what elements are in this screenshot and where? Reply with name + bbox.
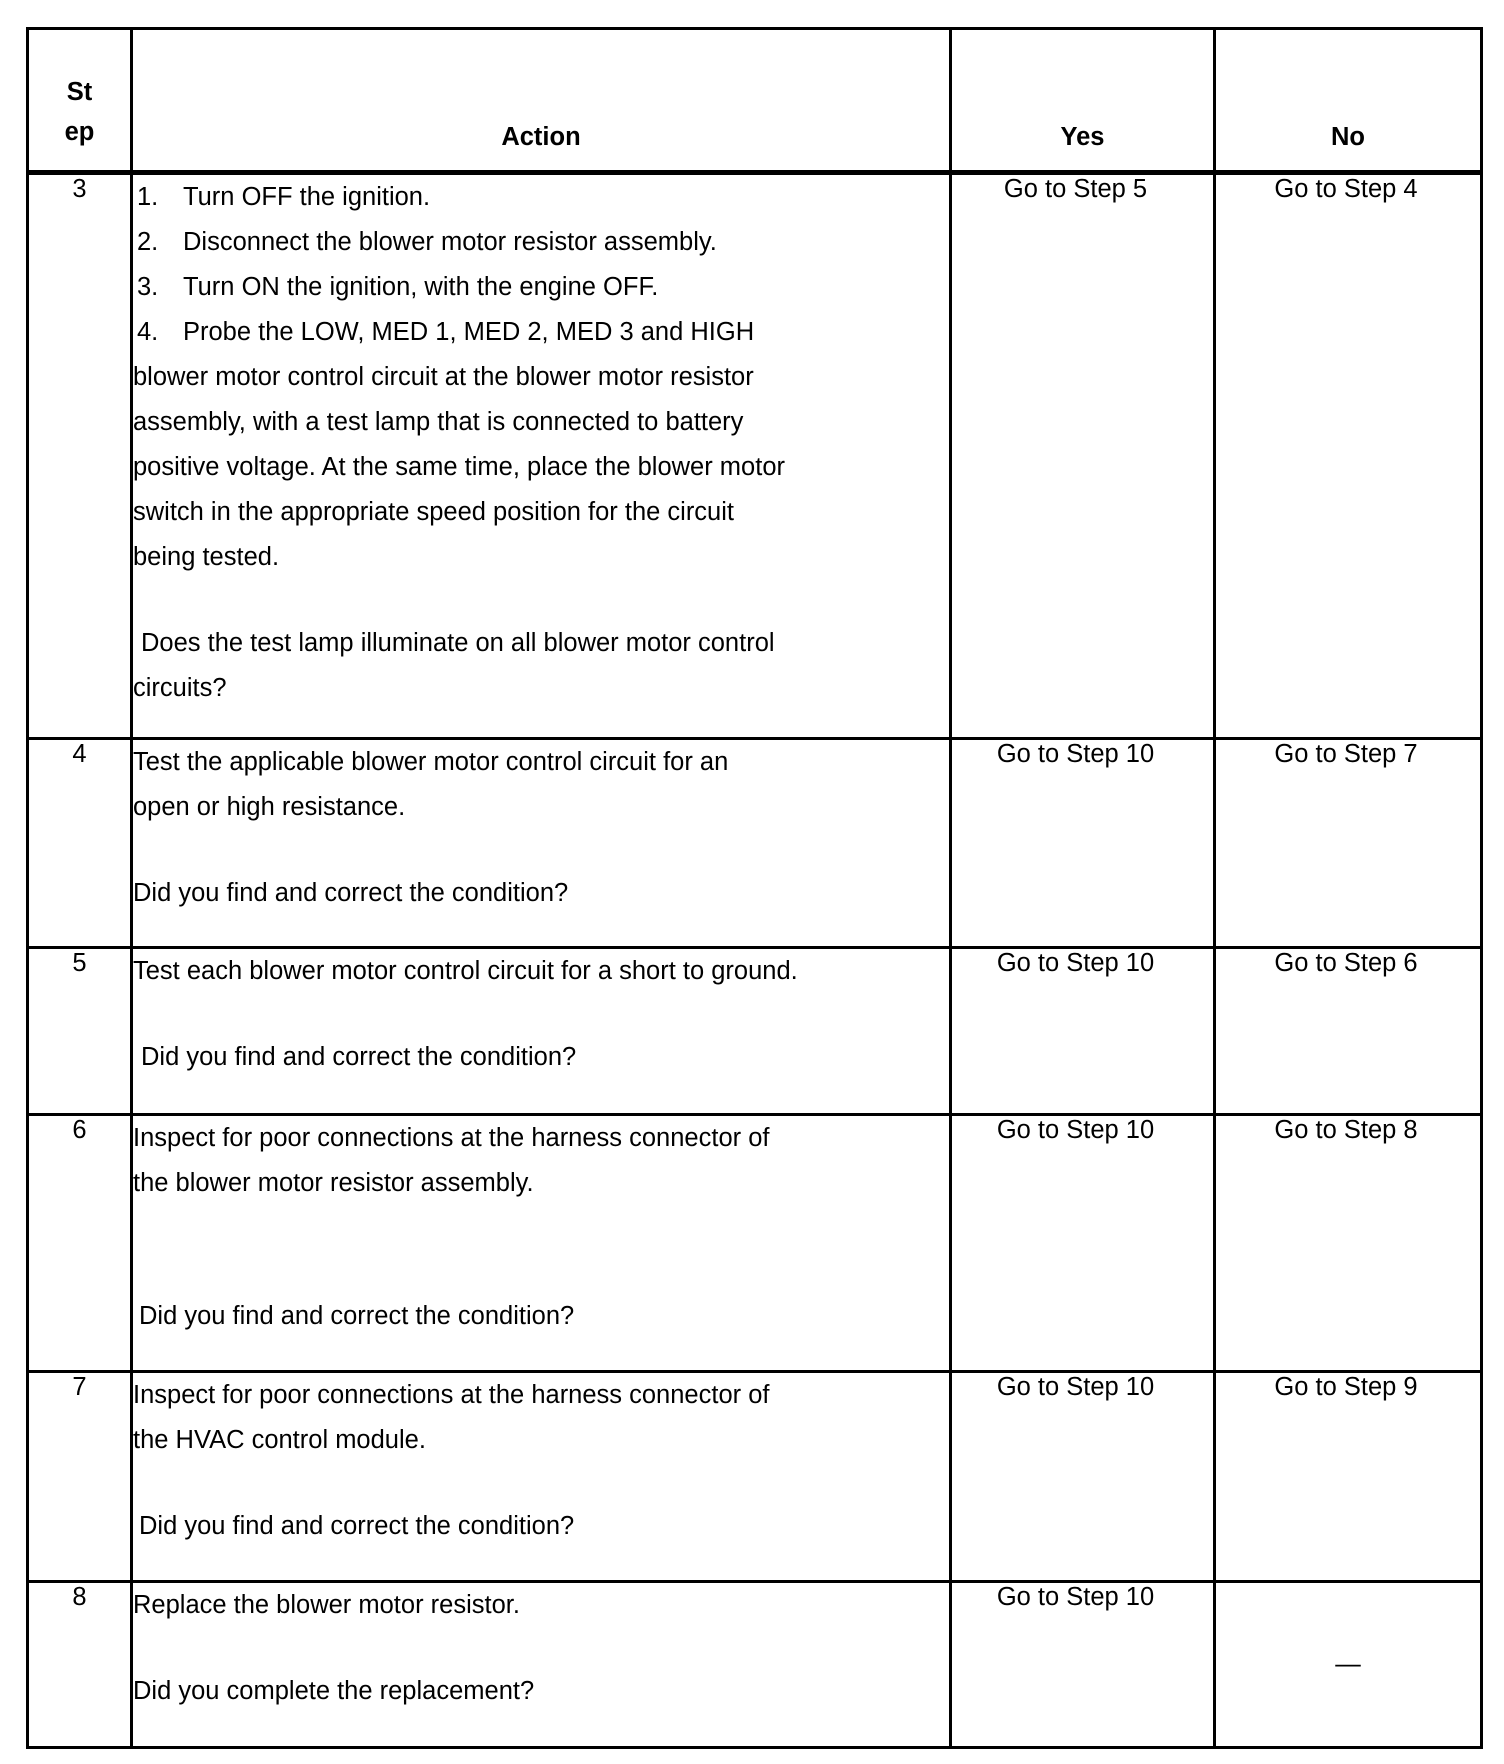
instruction-text: open or high resistance.	[133, 793, 406, 821]
step-header-line2: ep	[64, 118, 95, 146]
instruction-text: the blower motor resistor assembly.	[133, 1169, 534, 1197]
instruction-text: Test each blower motor control circuit for a short to ground.	[133, 957, 798, 985]
numbered-instruction: 2. Disconnect the blower motor resistor assembly.	[137, 228, 717, 256]
question-text: Did you find and correct the condition?	[133, 879, 569, 907]
action-cell	[132, 1582, 951, 1748]
diagnostic-table-frame	[26, 27, 1480, 1749]
instruction-continuation: assembly, with a test lamp that is connected to battery	[133, 408, 744, 436]
dash-placeholder: —	[1335, 1650, 1361, 1678]
table-row	[28, 1115, 1482, 1372]
no-outcome: Go to Step 4	[1215, 173, 1482, 739]
instruction-continuation: switch in the appropriate speed position for the circuit	[133, 498, 734, 526]
no-outcome: Go to Step 9	[1215, 1372, 1482, 1582]
table-row	[28, 173, 1482, 739]
no-outcome: Go to Step 7	[1215, 739, 1482, 948]
numbered-instruction: 3. Turn ON the ignition, with the engine OFF.	[137, 273, 659, 301]
instruction-continuation: blower motor control circuit at the blower motor resistor	[133, 363, 754, 391]
question-text: Did you find and correct the condition?	[139, 1512, 575, 1540]
yes-outcome: Go to Step 10	[951, 1372, 1215, 1582]
instruction-text: Replace the blower motor resistor.	[133, 1591, 520, 1619]
instruction-text: Test the applicable blower motor control circuit for an	[133, 748, 729, 776]
numbered-instruction: 1. Turn OFF the ignition.	[137, 183, 431, 211]
instruction-text: Inspect for poor connections at the harness connector of	[133, 1124, 770, 1152]
yes-outcome: Go to Step 5	[951, 173, 1215, 739]
action-cell	[132, 948, 951, 1115]
table-row	[28, 948, 1482, 1115]
numbered-instruction: 4. Probe the LOW, MED 1, MED 2, MED 3 and HIGH	[137, 318, 755, 346]
diagnostic-table	[26, 27, 1483, 1749]
yes-outcome: Go to Step 10	[951, 739, 1215, 948]
instruction-continuation: positive voltage. At the same time, place the blower motor	[133, 453, 785, 481]
no-outcome	[1215, 1582, 1482, 1748]
step-number: 4	[28, 739, 132, 948]
action-cell	[132, 1372, 951, 1582]
action-cell	[132, 739, 951, 948]
no-outcome: Go to Step 8	[1215, 1115, 1482, 1372]
table-row	[28, 1372, 1482, 1582]
action-column-header: Action	[132, 29, 951, 173]
step-header-line1: St	[66, 78, 93, 106]
step-number: 5	[28, 948, 132, 1115]
yes-column-header: Yes	[951, 29, 1215, 173]
step-number: 7	[28, 1372, 132, 1582]
instruction-continuation: being tested.	[133, 543, 280, 571]
yes-outcome: Go to Step 10	[951, 948, 1215, 1115]
question-text: Did you complete the replacement?	[133, 1677, 535, 1705]
question-text: Did you find and correct the condition?	[141, 1043, 577, 1071]
table-row	[28, 739, 1482, 948]
step-number: 6	[28, 1115, 132, 1372]
question-text: Does the test lamp illuminate on all blower motor control	[141, 629, 775, 657]
header-row	[28, 29, 1482, 173]
instruction-text: Inspect for poor connections at the harness connector of	[133, 1381, 770, 1409]
question-text: Did you find and correct the condition?	[139, 1302, 575, 1330]
action-cell	[132, 173, 951, 739]
yes-outcome: Go to Step 10	[951, 1582, 1215, 1748]
instruction-text: the HVAC control module.	[133, 1426, 426, 1454]
no-outcome: Go to Step 6	[1215, 948, 1482, 1115]
step-column-header	[28, 29, 132, 173]
question-text: circuits?	[133, 674, 227, 702]
no-column-header: No	[1215, 29, 1482, 173]
step-number: 3	[28, 173, 132, 739]
action-cell	[132, 1115, 951, 1372]
yes-outcome: Go to Step 10	[951, 1115, 1215, 1372]
table-row	[28, 1582, 1482, 1748]
step-number: 8	[28, 1582, 132, 1748]
